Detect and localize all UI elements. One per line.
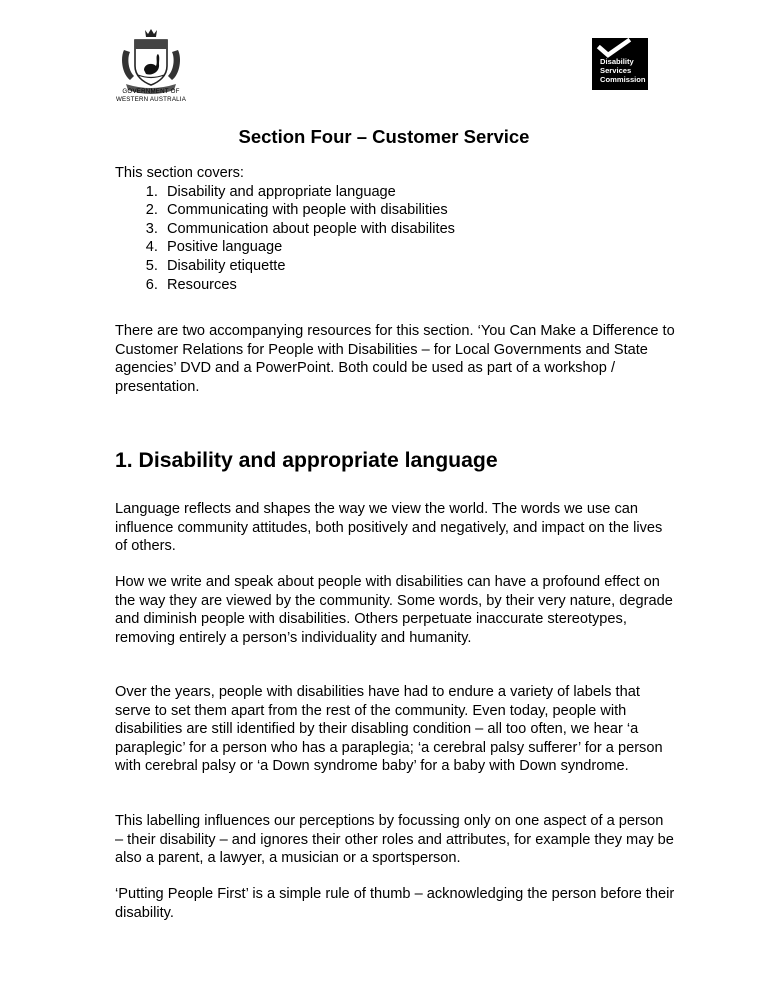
list-item: 2. Communicating with people with disabilities (162, 201, 675, 220)
list-item: 1. Disability and appropriate language (162, 183, 675, 202)
paragraph: How we write and speak about people with disabilities can have a profound effect on the way they are viewed by the community. Some words, by their very nature, degrade and diminish people with disabilities. Others perpetuate inaccurate stereotypes, removing entirely a person’s individuality and humanity. (115, 574, 673, 646)
paragraph: Over the years, people with disabilities have had to endure a variety of labels that serve to set them apart from the rest of the community. Even today, people with disabilities are still identified by their disabling condition – all too often, we hear ‘a paraplegic’ for a person who has a paraplegia; ‘a cerebral palsy sufferer’ for a person with cerebral palsy or ‘a Down syndrome baby’ for a baby with Down syndrome. (115, 684, 663, 775)
section-intro (115, 164, 675, 294)
resources-paragraph: There are two accompanying resources for this section. ‘You Can Make a Difference to Customer Relations for People with Disabilities – for Local Governments and State agencies’ DVD and a PowerPoint. Both could be used as part of a workshop / presentation. (115, 323, 675, 395)
list-item: 3. Communication about people with disabilites (162, 220, 675, 239)
paragraph: Language reflects and shapes the way we view the world. The words we use can influence community attitudes, both positively and negatively, and impact on the lives of others. (115, 501, 663, 555)
paragraph: ‘Putting People First’ is a simple rule of thumb – acknowledging the person before their disability. (115, 886, 675, 921)
topics-list (115, 183, 675, 295)
government-logo-text: GOVERNMENT OF WESTERN AUSTRALIA (115, 88, 187, 103)
dsc-logo-text: Disability Services Commission (600, 57, 646, 84)
intro-text: This section covers: (115, 165, 244, 181)
list-item: 5. Disability etiquette (162, 257, 675, 276)
list-item: 4. Positive language (162, 238, 675, 257)
section-heading: 1. Disability and appropriate language (115, 449, 498, 472)
page-title: Section Four – Customer Service (238, 126, 530, 147)
list-item: 6. Resources (162, 276, 675, 295)
paragraph: This labelling influences our perceptions by focussing only on one aspect of a person – their disability – and ignores their other roles and attributes, for example they may be also a parent, a lawyer, a musician or a sportsperson. (115, 813, 674, 867)
